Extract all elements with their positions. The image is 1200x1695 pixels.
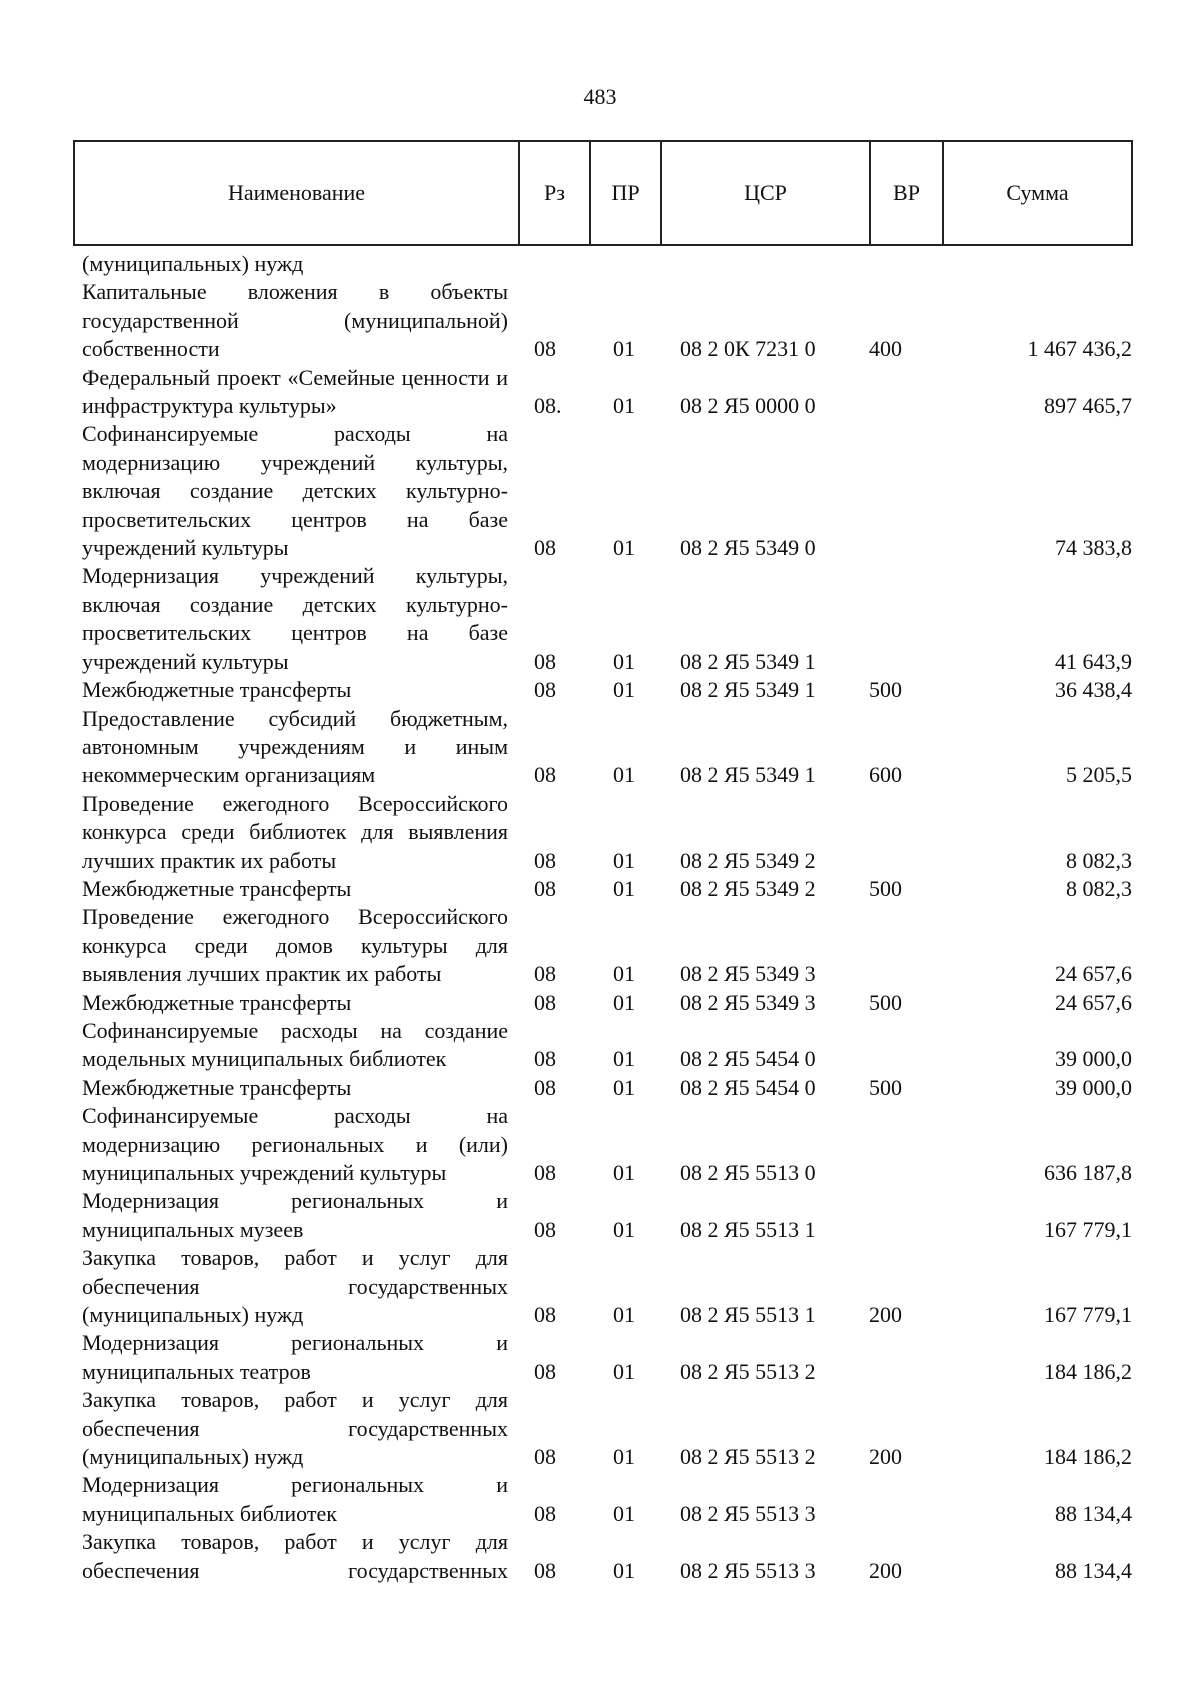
row-csr: 08 2 Я5 5349 2 — [680, 875, 816, 901]
row-sum: 1 467 436,2 — [1027, 336, 1132, 362]
row-pr: 01 — [613, 762, 635, 788]
table-row — [82, 1074, 1132, 1102]
table-row — [82, 790, 1132, 875]
row-csr: 08 2 Я5 5513 3 — [680, 1500, 816, 1526]
row-rz: 08 — [534, 677, 556, 703]
table-row — [82, 1329, 1132, 1386]
row-vr: 400 — [869, 336, 902, 362]
row-sum: 74 383,8 — [1055, 535, 1132, 561]
row-sum: 41 643,9 — [1055, 648, 1132, 674]
row-rz: 08 — [534, 1302, 556, 1328]
row-sum: 897 465,7 — [1044, 393, 1132, 419]
table-header — [73, 140, 1133, 246]
row-csr: 08 2 Я5 5349 3 — [680, 989, 816, 1015]
table-row — [82, 420, 1132, 562]
row-sum: 8 082,3 — [1066, 875, 1132, 901]
row-pr: 01 — [613, 1500, 635, 1526]
row-name: Межбюджетные трансферты — [82, 989, 352, 1015]
row-name: Закупка товаров, работ и услуг для обеспечения государственных (муниципальных) нужд — [82, 1245, 508, 1328]
row-rz: 08 — [534, 648, 556, 674]
row-csr: 08 2 Я5 5513 3 — [680, 1557, 816, 1583]
row-rz: 08 — [534, 535, 556, 561]
row-name: Межбюджетные трансферты — [82, 1074, 352, 1100]
row-sum: 39 000,0 — [1055, 1074, 1132, 1100]
table-row — [82, 278, 1132, 363]
header-pr: ПР — [591, 142, 662, 244]
row-vr: 500 — [869, 875, 902, 901]
table-row — [82, 1187, 1132, 1244]
row-csr: 08 2 Я5 5513 2 — [680, 1444, 816, 1470]
row-rz: 08 — [534, 1500, 556, 1526]
row-sum: 8 082,3 — [1066, 847, 1132, 873]
row-rz: 08 — [534, 961, 556, 987]
row-name: Модернизация региональных и муниципальных библиотек — [82, 1472, 508, 1526]
row-sum: 184 186,2 — [1044, 1358, 1132, 1384]
row-pr: 01 — [613, 875, 635, 901]
row-name: Софинансируемые расходы на модернизацию учреждений культуры, включая создание детских культурно-просветительских центров на базе учреждений культуры — [82, 421, 508, 561]
row-vr: 600 — [869, 762, 902, 788]
table-row — [82, 364, 1132, 421]
row-pr: 01 — [613, 677, 635, 703]
row-name: Модернизация учреждений культуры, включая создание детских культурно-просветительских центров на базе учреждений культуры — [82, 563, 508, 674]
row-rz: 08 — [534, 875, 556, 901]
header-sum: Сумма — [1006, 180, 1069, 205]
row-pr: 01 — [613, 1557, 635, 1583]
row-pr: 01 — [613, 1216, 635, 1242]
row-rz: 08 — [534, 1444, 556, 1470]
row-rz: 08 — [534, 847, 556, 873]
table-row — [82, 705, 1132, 790]
row-name: Софинансируемые расходы на модернизацию региональных и (или) муниципальных учреждений культуры — [82, 1103, 508, 1185]
table-row — [82, 1102, 1132, 1187]
row-csr: 08 2 Я5 5513 2 — [680, 1358, 816, 1384]
row-name: Софинансируемые расходы на создание модельных муниципальных библиотек — [82, 1017, 508, 1072]
row-rz: 08 — [534, 1557, 556, 1583]
row-name: Проведение ежегодного Всероссийского конкурса среди библиотек для выявления лучших практик их работы — [82, 790, 508, 873]
row-csr: 08 2 Я5 5349 1 — [680, 762, 816, 788]
header-vr: ВР — [871, 142, 944, 244]
table-row — [82, 1244, 1132, 1329]
row-sum: 636 187,8 — [1044, 1160, 1132, 1185]
table-row — [82, 875, 1132, 903]
row-sum: 39 000,0 — [1055, 1046, 1132, 1072]
row-csr: 08 2 Я5 5513 1 — [680, 1216, 816, 1242]
row-csr: 08 2 Я5 5513 0 — [680, 1160, 816, 1185]
row-name: Модернизация региональных и муниципальных театров — [82, 1330, 508, 1384]
row-pr: 01 — [613, 535, 635, 561]
row-pr: 01 — [613, 1302, 635, 1328]
row-csr: 08 2 Я5 5349 0 — [680, 535, 816, 561]
row-rz: 08 — [534, 1160, 556, 1185]
row-rz: 08. — [534, 393, 562, 419]
table-row — [82, 1471, 1132, 1528]
row-name: Федеральный проект «Семейные ценности и инфраструктура культуры» — [82, 364, 508, 419]
row-csr: 08 2 Я5 0000 0 — [680, 393, 816, 419]
header-name: Наименование — [75, 142, 520, 244]
table-row — [82, 1528, 1132, 1585]
row-pr: 01 — [613, 961, 635, 987]
row-pr: 01 — [613, 989, 635, 1015]
table-body — [82, 250, 1132, 1585]
row-name: Модернизация региональных и муниципальных музеев — [82, 1188, 508, 1242]
row-vr: 200 — [869, 1444, 902, 1470]
row-vr: 500 — [869, 677, 902, 703]
header-csr: ЦСР — [662, 142, 871, 244]
row-rz: 08 — [534, 762, 556, 788]
header-rz: Рз — [520, 142, 591, 244]
row-sum: 24 657,6 — [1055, 961, 1132, 987]
row-pr: 01 — [613, 1444, 635, 1470]
row-sum: 184 186,2 — [1044, 1444, 1132, 1470]
row-sum: 88 134,4 — [1055, 1557, 1132, 1583]
row-csr: 08 2 Я5 5349 2 — [680, 847, 816, 873]
table-row — [82, 903, 1132, 988]
row-pr: 01 — [613, 847, 635, 873]
row-csr: 08 2 Я5 5454 0 — [680, 1074, 816, 1100]
row-name: Проведение ежегодного Всероссийского конкурса среди домов культуры для выявления лучших практик их работы — [82, 904, 508, 987]
row-pr: 01 — [613, 1046, 635, 1072]
table-row — [82, 250, 1132, 278]
row-rz: 08 — [534, 1074, 556, 1100]
row-vr: 500 — [869, 1074, 902, 1100]
row-name: Капитальные вложения в объекты государственной (муниципальной) собственности — [82, 279, 508, 362]
row-pr: 01 — [613, 336, 635, 362]
row-csr: 08 2 Я5 5513 1 — [680, 1302, 816, 1328]
row-sum: 167 779,1 — [1044, 1216, 1132, 1242]
page-number: 483 — [583, 84, 617, 109]
table-row — [82, 1386, 1132, 1471]
row-sum: 88 134,4 — [1055, 1500, 1132, 1526]
row-csr: 08 2 Я5 5349 1 — [680, 677, 816, 703]
row-vr: 500 — [869, 989, 902, 1015]
table-row — [82, 1017, 1132, 1074]
row-name: Межбюджетные трансферты — [82, 875, 352, 901]
row-pr: 01 — [613, 648, 635, 674]
row-csr: 08 2 Я5 5454 0 — [680, 1046, 816, 1072]
row-rz: 08 — [534, 336, 556, 362]
row-rz: 08 — [534, 989, 556, 1015]
row-name: Закупка товаров, работ и услуг для обеспечения государственных (муниципальных) нужд — [82, 1387, 508, 1470]
row-csr: 08 2 Я5 5349 3 — [680, 961, 816, 987]
table-row — [82, 562, 1132, 676]
row-rz: 08 — [534, 1216, 556, 1242]
row-pr: 01 — [613, 1074, 635, 1100]
row-csr: 08 2 0К 7231 0 — [680, 336, 816, 362]
row-pr: 01 — [613, 1358, 635, 1384]
row-name: (муниципальных) нужд — [82, 251, 304, 276]
row-sum: 167 779,1 — [1044, 1302, 1132, 1328]
table-row — [82, 989, 1132, 1017]
row-name: Межбюджетные трансферты — [82, 677, 352, 703]
row-vr: 200 — [869, 1557, 902, 1583]
row-pr: 01 — [613, 1160, 635, 1185]
row-sum: 5 205,5 — [1066, 762, 1132, 788]
row-name: Предоставление субсидий бюджетным, автономным учреждениям и иным некоммерческим организациям — [82, 705, 508, 788]
table-row — [82, 676, 1132, 704]
row-csr: 08 2 Я5 5349 1 — [680, 648, 816, 674]
row-rz: 08 — [534, 1358, 556, 1384]
row-pr: 01 — [613, 393, 635, 419]
row-rz: 08 — [534, 1046, 556, 1072]
row-name: Закупка товаров, работ и услуг для обеспечения государственных — [82, 1529, 508, 1583]
row-vr: 200 — [869, 1302, 902, 1328]
row-sum: 24 657,6 — [1055, 989, 1132, 1015]
row-sum: 36 438,4 — [1055, 677, 1132, 703]
